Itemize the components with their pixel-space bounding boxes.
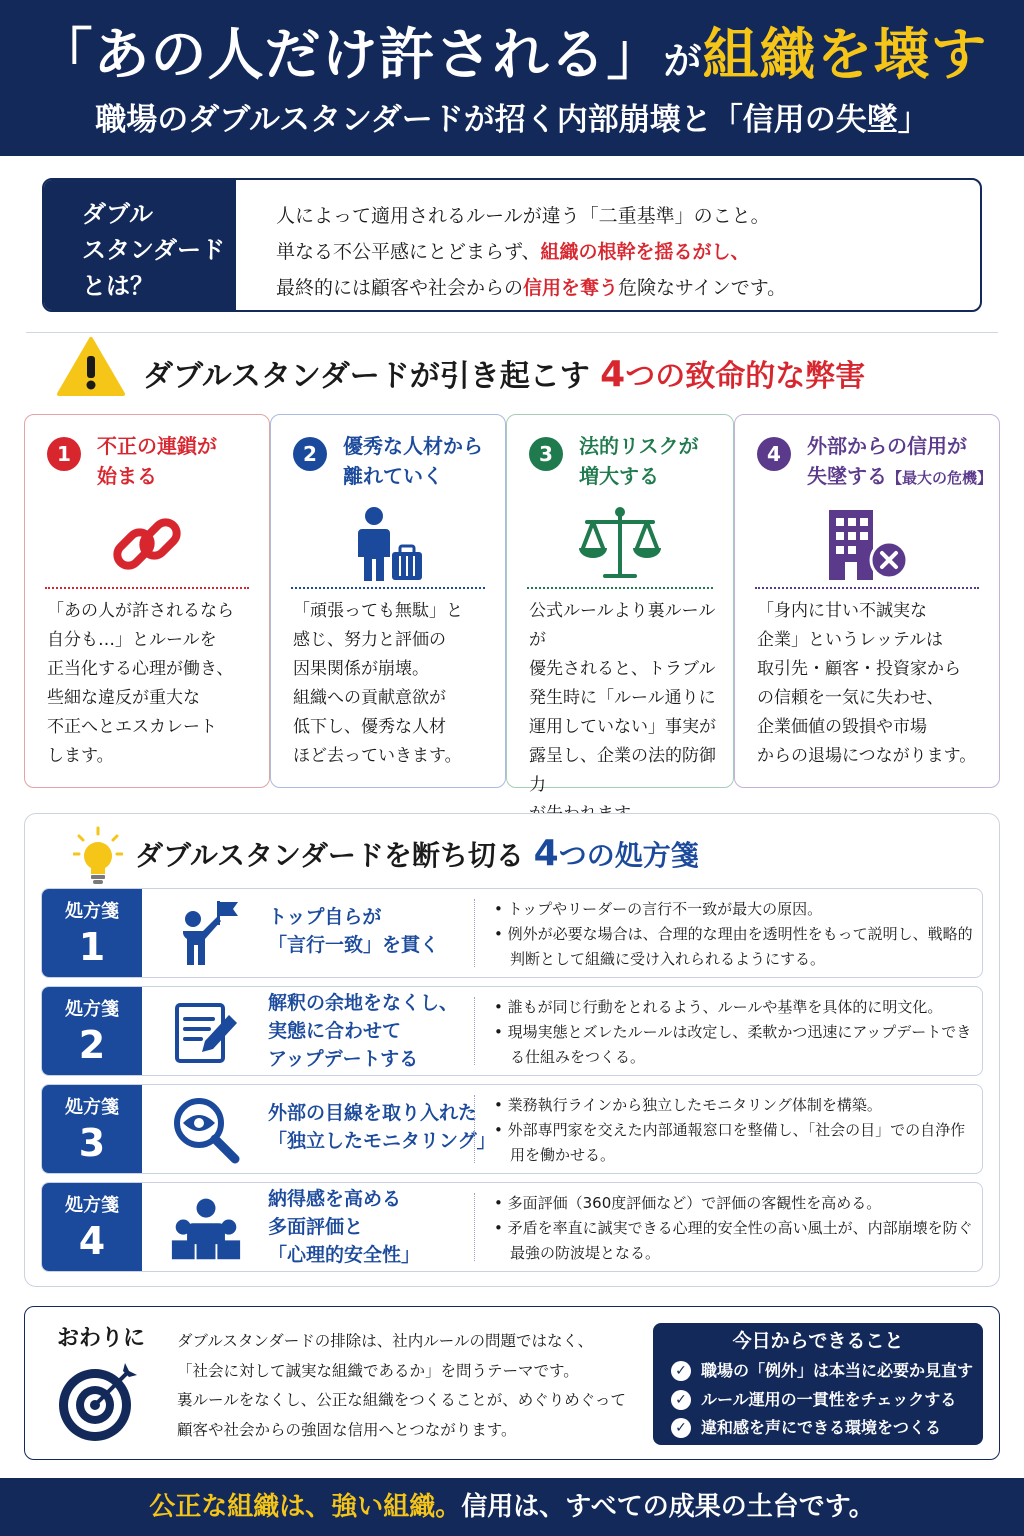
- remedy-bullet: • 矛盾を率直に誠実できる心理的安全性の高い風土が、内部崩壊を防ぐ最強の防波堤となる。: [494, 1219, 973, 1262]
- harms-title-text: ダブルスタンダードが引き起こす: [143, 359, 590, 394]
- remedies-title-highlight: つの処方箋: [558, 839, 699, 872]
- remedy-bullet-text: 矛盾を率直に誠実できる心理的安全性の高い風土が、内部崩壊を防ぐ最強の防波堤となる。: [507, 1219, 973, 1262]
- remedies-title-number: 4: [533, 833, 559, 874]
- harm-title: [807, 431, 992, 493]
- lightbulb-icon: [73, 826, 123, 886]
- definition-line-2-text: 単なる不公平感にとどまらず、: [276, 241, 541, 263]
- divider: [26, 332, 998, 333]
- magnifier-eye-icon: [171, 1095, 241, 1165]
- harm-title: 優秀な人材から 離れていく: [343, 434, 483, 488]
- remedy-divider: [474, 997, 475, 1065]
- remedy-badge-label: 処方箋: [65, 999, 119, 1020]
- remedy-title: 外部の目線を取り入れた 「独立したモニタリング」: [268, 1102, 496, 1152]
- document-edit-icon: [171, 997, 241, 1067]
- definition-line-3-highlight: 信用を奪う: [523, 277, 619, 299]
- remedy-bullet: • 現場実態とズレたルールは改定し、柔軟かつ迅速にアップデートできる仕組みをつくる。: [494, 1023, 972, 1066]
- scales-icon: [575, 504, 665, 584]
- warning-icon: [56, 336, 126, 398]
- harm-icon-wrap: [735, 499, 999, 589]
- harms-title: [143, 350, 865, 402]
- header-banner: [0, 0, 1024, 156]
- remedy-bullet-text: 現場実態とズレたルールは改定し、柔軟かつ迅速にアップデートできる仕組みをつくる。: [507, 1023, 972, 1066]
- remedy-bullet: • 多面評価（360度評価など）で評価の客観性を高める。: [494, 1194, 882, 1212]
- harm-number-badge: 1: [47, 437, 81, 471]
- definition-line-2: [276, 234, 976, 270]
- harms-heading: [0, 336, 1024, 416]
- remedy-badge-number: 4: [78, 1219, 106, 1263]
- remedy-badge-label: 処方箋: [65, 901, 119, 922]
- remedies-section: [24, 813, 1000, 1287]
- footer-highlight: 公正な組織は、強い組織。: [149, 1492, 462, 1522]
- definition-label: ダブル スタンダード とは？: [44, 180, 236, 310]
- remedy-badge-label: 処方箋: [65, 1097, 119, 1118]
- definition-line-2-highlight: 組織の根幹を揺るがし、: [540, 241, 750, 263]
- remedy-title: 解釈の余地をなくし、 実態に合わせて アップデートする: [268, 992, 459, 1070]
- remedy-bullets: [494, 995, 974, 1070]
- remedy-bullets: [494, 1191, 974, 1266]
- todo-item-text: 職場の「例外」は本当に必要か見直す: [701, 1361, 974, 1380]
- remedy-bullet: • トップやリーダーの言行不一致が最大の原因。: [494, 900, 823, 918]
- harm-icon-wrap: [25, 499, 269, 589]
- harm-divider: [291, 587, 485, 589]
- conclusion-box: [24, 1306, 1000, 1460]
- harm-icon-wrap: [507, 499, 733, 589]
- conclusion-line: 「社会に対して誠実な組織であるか」を問うテーマです。: [177, 1361, 579, 1380]
- building-x-icon: [819, 504, 915, 584]
- remedy-badge: [42, 1183, 142, 1271]
- target-icon: [55, 1359, 141, 1445]
- harm-divider: [755, 587, 979, 589]
- todo-item-text: ルール運用の一貫性をチェックする: [701, 1389, 957, 1409]
- remedy-row-1: [41, 888, 983, 978]
- harm-body: 「あの人が許されるなら 自分も…」とルールを 正当化する心理が働き、 些細な違反が重大な 不正へとエスカレート します。: [47, 601, 234, 766]
- definition-box: [42, 178, 982, 312]
- harms-title-number: 4: [600, 354, 626, 395]
- remedy-badge-label: 処方箋: [65, 1195, 119, 1216]
- harm-title: 法的リスクが 増大する: [579, 434, 699, 488]
- remedy-badge: [42, 987, 142, 1075]
- remedy-divider: [474, 899, 475, 967]
- remedy-badge-number: 2: [78, 1023, 106, 1067]
- todo-item: [653, 1357, 983, 1386]
- remedy-icon-wrap: [170, 1193, 242, 1263]
- conclusion-line: 顧客や社会からの強固な信用へとつながります。: [177, 1420, 517, 1439]
- remedy-row-4: [41, 1182, 983, 1272]
- todo-title: 今日からできること: [732, 1330, 904, 1352]
- remedy-badge-number: 1: [78, 925, 106, 969]
- definition-line-3: [276, 270, 976, 306]
- title-quote: 「あの人だけ許される」: [36, 23, 664, 88]
- group-people-icon: [170, 1193, 242, 1263]
- conclusion-text: [177, 1327, 647, 1445]
- harm-number-badge: 2: [293, 437, 327, 471]
- remedy-bullet: • 外部専門家を交えた内部通報窓口を整備し、「社会の目」での自浄作用を働かせる。: [494, 1121, 966, 1164]
- check-icon: ✓: [671, 1418, 691, 1438]
- flag-person-icon: [171, 899, 241, 969]
- remedy-bullet: • 誰もが同じ行動をとれるよう、ルールや基準を具体的に明文化。: [494, 998, 943, 1016]
- todo-item-text: 違和感を声にできる環境をつくる: [701, 1418, 942, 1437]
- conclusion-line: ダブルスタンダードの排除は、社内ルールの問題ではなく、: [177, 1332, 594, 1350]
- harm-card-1: [24, 414, 270, 788]
- harm-icon-wrap: [271, 499, 505, 589]
- page-subtitle: 職場のダブルスタンダードが招く内部崩壊と「信用の失墜」: [95, 102, 929, 138]
- remedy-bullet-text: 業務執行ラインから独立したモニタリング体制を構築。: [507, 1096, 882, 1114]
- remedy-bullet-text: 外部専門家を交えた内部通報窓口を整備し、「社会の目」での自浄作用を働かせる。: [507, 1121, 966, 1164]
- remedy-row-2: [41, 986, 983, 1076]
- definition-line-3-end: 危険なサインです。: [618, 277, 787, 299]
- harm-title-text: 外部からの信用が 失墜する: [807, 434, 967, 488]
- todo-box: [653, 1323, 983, 1445]
- remedy-bullet-text: 誰もが同じ行動をとれるよう、ルールや基準を具体的に明文化。: [507, 998, 943, 1016]
- harm-divider: [45, 587, 249, 589]
- chain-link-icon: [107, 504, 187, 584]
- person-luggage-icon: [348, 504, 428, 584]
- harm-number-badge: 4: [757, 437, 791, 471]
- remedy-icon-wrap: [170, 1095, 242, 1165]
- remedy-badge-number: 3: [78, 1121, 106, 1165]
- harm-title: 不正の連鎖が 始まる: [97, 434, 217, 488]
- harm-number-badge: 3: [529, 437, 563, 471]
- harm-card-3: [506, 414, 734, 795]
- conclusion-label: おわりに: [57, 1326, 146, 1351]
- remedy-divider: [474, 1095, 475, 1163]
- harm-body: 公式ルールより裏ルールが 優先されると、トラブル 発生時に「ルール通りに 運用していない」事実が 露呈し、企業の法的防御力: [529, 601, 716, 795]
- remedies-title: [135, 832, 699, 878]
- remedy-title: 納得感を高める 多面評価と 「心理的安全性」: [268, 1188, 421, 1266]
- conclusion-line: 裏ルールをなくし、公正な組織をつくることが、めぐりめぐって: [177, 1391, 626, 1409]
- harm-divider: [527, 587, 713, 589]
- check-icon: ✓: [671, 1390, 691, 1410]
- remedy-bullet-text: トップやリーダーの言行不一致が最大の原因。: [507, 900, 823, 918]
- footer-text: 信用は、すべての成果の土台です。: [461, 1492, 875, 1522]
- todo-item: [653, 1386, 983, 1415]
- remedy-bullet: • 例外が必要な場合は、合理的な理由を透明性をもって説明し、戦略的判断として組織に受け入れられるようにする。: [494, 925, 973, 968]
- title-highlight: 組織を壊す: [702, 23, 988, 88]
- harm-card-4: [734, 414, 1000, 788]
- title-particle: が: [663, 39, 703, 83]
- page-title: [0, 20, 1024, 97]
- remedy-icon-wrap: [170, 899, 242, 969]
- remedy-bullets: [494, 897, 974, 972]
- harm-body: 「身内に甘い不誠実な 企業」というレッテルは 取引先・顧客・投資家から の信頼を一気に失わせ、 企業価値の毀損や市場 からの退場につながります。: [757, 601, 977, 766]
- remedy-badge: [42, 1085, 142, 1173]
- todo-item: [653, 1414, 983, 1443]
- harm-tag: 【最大の危機】: [887, 469, 993, 487]
- remedy-bullets: [494, 1093, 974, 1168]
- remedy-bullet-text: 例外が必要な場合は、合理的な理由を透明性をもって説明し、戦略的判断として組織に受け入れられるようにする。: [507, 925, 973, 968]
- harm-card-2: [270, 414, 506, 788]
- remedy-bullet-text: 多面評価（360度評価など）で評価の客観性を高める。: [507, 1194, 882, 1212]
- remedy-bullet: • 業務執行ラインから独立したモニタリング体制を構築。: [494, 1096, 882, 1114]
- harm-body: 「頑張っても無駄」と 感じ、努力と評価の 因果関係が崩壊。 組織への貢献意欲が 低下し、優秀な人材 ほど去っていきます。: [293, 601, 463, 766]
- definition-line-1: 人によって適用されるルールが違う「二重基準」のこと。: [276, 205, 770, 227]
- remedy-badge: [42, 889, 142, 977]
- remedy-title: トップ自らが 「言行一致」を貫く: [268, 906, 440, 956]
- definition-text: [276, 198, 976, 306]
- remedies-title-text: ダブルスタンダードを断ち切る: [135, 839, 524, 872]
- footer-banner: [0, 1478, 1024, 1536]
- definition-line-3-text: 最終的には顧客や社会からの: [276, 277, 524, 299]
- remedy-row-3: [41, 1084, 983, 1174]
- check-icon: ✓: [671, 1361, 691, 1381]
- harms-title-highlight: つの致命的な弊害: [625, 359, 866, 394]
- remedy-divider: [474, 1193, 475, 1261]
- remedy-icon-wrap: [170, 997, 242, 1067]
